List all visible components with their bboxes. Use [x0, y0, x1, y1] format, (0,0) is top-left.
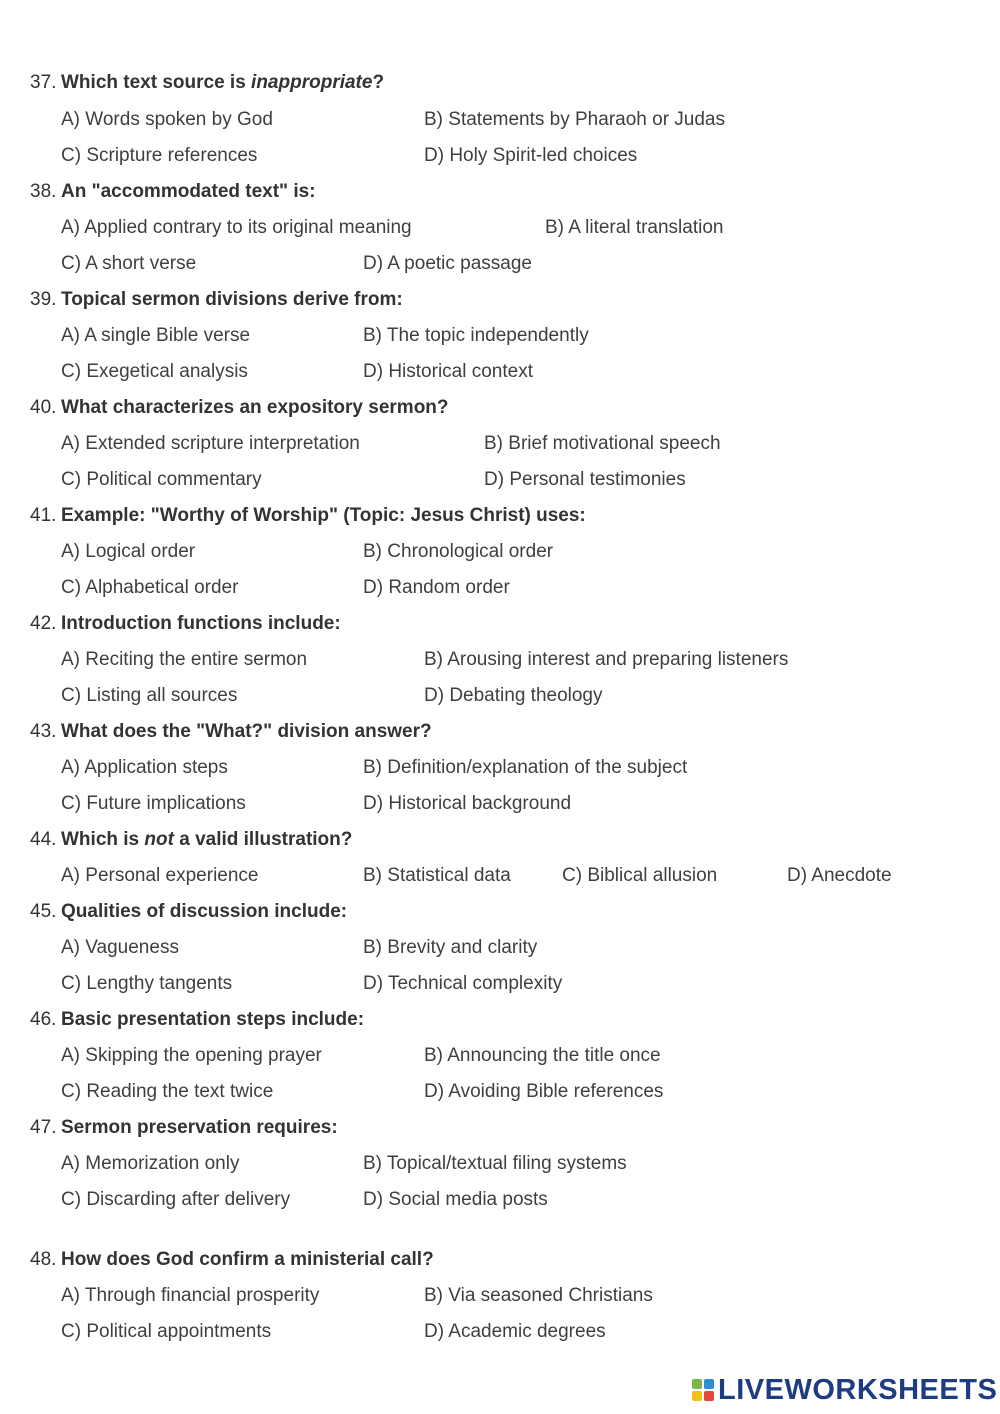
option-46-c[interactable]: C) Reading the text twice [61, 1081, 274, 1102]
question-38: 38. An "accommodated text" is: [30, 181, 316, 202]
option-45-b[interactable]: B) Brevity and clarity [363, 937, 538, 958]
option-37-a[interactable]: A) Words spoken by God [61, 109, 273, 130]
option-38-d[interactable]: D) A poetic passage [363, 253, 532, 274]
question-37: 37. Which text source is inappropriate? [30, 72, 385, 93]
liveworksheets-logo [692, 1373, 997, 1407]
question-46: 46. Basic presentation steps include: [30, 1009, 365, 1030]
option-42-d[interactable]: D) Debating theology [424, 685, 603, 706]
option-42-b[interactable]: B) Arousing interest and preparing listeners [424, 649, 789, 670]
option-41-d[interactable]: D) Random order [363, 577, 510, 598]
option-37-c[interactable]: C) Scripture references [61, 145, 258, 166]
option-43-c[interactable]: C) Future implications [61, 793, 246, 814]
option-40-c[interactable]: C) Political commentary [61, 469, 262, 490]
option-41-c[interactable]: C) Alphabetical order [61, 577, 239, 598]
option-44-d[interactable]: D) Anecdote [787, 865, 892, 886]
option-48-b[interactable]: B) Via seasoned Christians [424, 1285, 653, 1306]
option-44-c[interactable]: C) Biblical allusion [562, 865, 718, 886]
option-39-c[interactable]: C) Exegetical analysis [61, 361, 248, 382]
option-38-a[interactable]: A) Applied contrary to its original meaning [61, 217, 412, 238]
option-45-a[interactable]: A) Vagueness [61, 937, 179, 958]
option-44-b[interactable]: B) Statistical data [363, 865, 511, 886]
option-43-d[interactable]: D) Historical background [363, 793, 572, 814]
question-42: 42. Introduction functions include: [30, 613, 341, 634]
option-38-c[interactable]: C) A short verse [61, 253, 197, 274]
option-40-d[interactable]: D) Personal testimonies [484, 469, 686, 490]
option-42-c[interactable]: C) Listing all sources [61, 685, 238, 706]
liveworksheets-logo-icon [692, 1379, 714, 1401]
option-48-d[interactable]: D) Academic degrees [424, 1321, 606, 1342]
question-45: 45. Qualities of discussion include: [30, 901, 348, 922]
option-38-b[interactable]: B) A literal translation [545, 217, 724, 238]
question-40: 40. What characterizes an expository sermon? [30, 397, 449, 418]
option-46-b[interactable]: B) Announcing the title once [424, 1045, 661, 1066]
option-47-b[interactable]: B) Topical/textual filing systems [363, 1153, 627, 1174]
question-41: 41. Example: "Worthy of Worship" (Topic: Jesus Christ) uses: [30, 505, 586, 526]
question-number: 37. [30, 72, 57, 93]
question-48: 48. How does God confirm a ministerial call? [30, 1249, 434, 1270]
option-46-d[interactable]: D) Avoiding Bible references [424, 1081, 664, 1102]
option-47-c[interactable]: C) Discarding after delivery [61, 1189, 291, 1210]
option-48-c[interactable]: C) Political appointments [61, 1321, 272, 1342]
option-46-a[interactable]: A) Skipping the opening prayer [61, 1045, 322, 1066]
option-43-a[interactable]: A) Application steps [61, 757, 228, 778]
option-47-d[interactable]: D) Social media posts [363, 1189, 548, 1210]
question-43: 43. What does the "What?" division answer? [30, 721, 432, 742]
option-39-d[interactable]: D) Historical context [363, 361, 533, 382]
option-41-a[interactable]: A) Logical order [61, 541, 196, 562]
question-39: 39. Topical sermon divisions derive from: [30, 289, 403, 310]
option-39-a[interactable]: A) A single Bible verse [61, 325, 251, 346]
option-42-a[interactable]: A) Reciting the entire sermon [61, 649, 308, 670]
option-43-b[interactable]: B) Definition/explanation of the subject [363, 757, 688, 778]
option-37-d[interactable]: D) Holy Spirit-led choices [424, 145, 638, 166]
option-40-a[interactable]: A) Extended scripture interpretation [61, 433, 360, 454]
option-37-b[interactable]: B) Statements by Pharaoh or Judas [424, 109, 725, 130]
option-47-a[interactable]: A) Memorization only [61, 1153, 240, 1174]
option-39-b[interactable]: B) The topic independently [363, 325, 589, 346]
option-44-a[interactable]: A) Personal experience [61, 865, 259, 886]
option-48-a[interactable]: A) Through financial prosperity [61, 1285, 320, 1306]
option-40-b[interactable]: B) Brief motivational speech [484, 433, 721, 454]
question-44: 44. Which is not a valid illustration? [30, 829, 353, 850]
option-45-c[interactable]: C) Lengthy tangents [61, 973, 233, 994]
option-45-d[interactable]: D) Technical complexity [363, 973, 563, 994]
option-41-b[interactable]: B) Chronological order [363, 541, 554, 562]
question-47: 47. Sermon preservation requires: [30, 1117, 338, 1138]
liveworksheets-logo-text: LIVEWORKSHEETS [718, 1373, 998, 1406]
